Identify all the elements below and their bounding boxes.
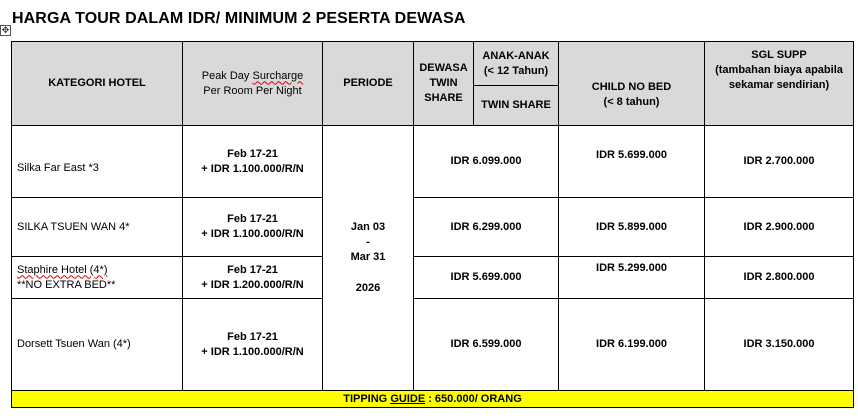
header-anak-twin-share: TWIN SHARE	[474, 86, 559, 126]
periode-spacer	[326, 265, 410, 281]
surcharge-amount: + IDR 1.100.000/R/N	[201, 162, 304, 175]
surcharge-amount: + IDR 1.100.000/R/N	[201, 228, 304, 240]
periode-line4: 2026	[355, 282, 381, 294]
header-peak-day	[183, 42, 323, 126]
tipping-label: TIPPING	[343, 392, 388, 405]
header-peak-day-line1-text: Peak Day Surcharge	[201, 69, 304, 82]
table-row	[12, 198, 854, 257]
twin-share-price: IDR 5.699.000	[414, 257, 559, 299]
header-peak-day-line2: Per Room Per Night	[203, 84, 302, 97]
child-no-bed-price: IDR 5.899.000	[559, 198, 705, 257]
hotel-name	[17, 263, 179, 278]
twin-share-price: IDR 6.599.000	[414, 299, 559, 391]
hotel-name: Silka Far East *3	[17, 162, 99, 174]
header-anak-line1: ANAK-ANAK	[482, 49, 550, 62]
surcharge-cell	[183, 198, 323, 257]
tipping-row	[12, 391, 854, 408]
header-sgl-supp	[705, 42, 854, 126]
tipping-amount: : 650.000/ ORANG	[425, 392, 522, 405]
header-peak-day-line1	[186, 69, 319, 84]
sgl-supp-price: IDR 2.800.000	[705, 257, 854, 299]
tipping-guide	[12, 391, 854, 408]
header-peak-day-word: Surcharge	[252, 69, 304, 82]
sgl-supp-price: IDR 2.700.000	[705, 126, 854, 198]
sgl-supp-price: IDR 2.900.000	[705, 198, 854, 257]
hotel-name: SILKA TSUEN WAN 4*	[17, 220, 130, 233]
header-dewasa-line3: SHARE	[424, 92, 463, 104]
surcharge-amount: + IDR 1.100.000/R/N	[201, 345, 304, 358]
table-move-handle-icon[interactable]: ✥	[1, 25, 10, 35]
sgl-supp-price: IDR 3.150.000	[705, 299, 854, 391]
surcharge-cell	[183, 126, 323, 198]
surcharge-date: Feb 17-21	[227, 263, 278, 276]
child-no-bed-price: IDR 5.699.000	[559, 126, 705, 198]
header-dewasa	[414, 42, 474, 126]
header-sgl-line2: (tambahan biaya apabila	[715, 64, 843, 76]
table-row	[12, 299, 854, 391]
header-kategori-hotel-text: KATEGORI HOTEL	[48, 77, 146, 89]
table-row	[12, 257, 854, 299]
header-child-no-bed	[559, 42, 705, 126]
surcharge-date: Feb 17-21	[227, 330, 278, 343]
header-kategori-hotel	[12, 42, 183, 126]
hotel-name-text: Staphire Hotel (4*)	[17, 263, 108, 276]
header-dewasa-line1: DEWASA	[419, 62, 468, 74]
periode-line1: Jan 03	[350, 221, 386, 233]
header-sgl-line1: SGL SUPP	[751, 49, 807, 61]
periode-cell	[323, 126, 414, 391]
page-title: HARGA TOUR DALAM IDR/ MINIMUM 2 PESERTA DEWASA	[12, 10, 466, 27]
surcharge-amount: + IDR 1.200.000/R/N	[201, 278, 304, 291]
tour-price-table	[11, 41, 854, 408]
hotel-name: Dorsett Tsuen Wan (4*)	[17, 338, 131, 350]
hotel-name-cell	[12, 257, 183, 299]
table-row	[12, 126, 854, 198]
surcharge-date: Feb 17-21	[227, 213, 278, 225]
header-anak-anak	[474, 42, 559, 86]
surcharge-cell	[183, 257, 323, 299]
header-periode	[323, 42, 414, 126]
header-anak-line2: (< 12 Tahun)	[483, 64, 549, 77]
twin-share-price: IDR 6.299.000	[414, 198, 559, 257]
twin-share-price: IDR 6.099.000	[414, 126, 559, 198]
hotel-name-cell	[12, 198, 183, 257]
tipping-guide-word: GUIDE	[390, 392, 426, 405]
hotel-name-cell	[12, 299, 183, 391]
header-periode-text: PERIODE	[343, 77, 393, 89]
periode-line3: Mar 31	[350, 251, 386, 263]
header-sgl-line3: sekamar sendirian)	[728, 79, 830, 91]
hotel-name-cell	[12, 126, 183, 198]
hotel-note: **NO EXTRA BED**	[17, 278, 116, 291]
child-no-bed-price: IDR 6.199.000	[559, 299, 705, 391]
child-no-bed-price: IDR 5.299.000	[559, 257, 705, 299]
periode-line2: -	[366, 236, 370, 248]
surcharge-cell	[183, 299, 323, 391]
header-dewasa-line2: TWIN	[429, 77, 458, 89]
surcharge-date: Feb 17-21	[227, 147, 278, 160]
header-child-line2: (< 8 tahun)	[603, 95, 660, 108]
header-child-line1: CHILD NO BED	[591, 80, 672, 93]
